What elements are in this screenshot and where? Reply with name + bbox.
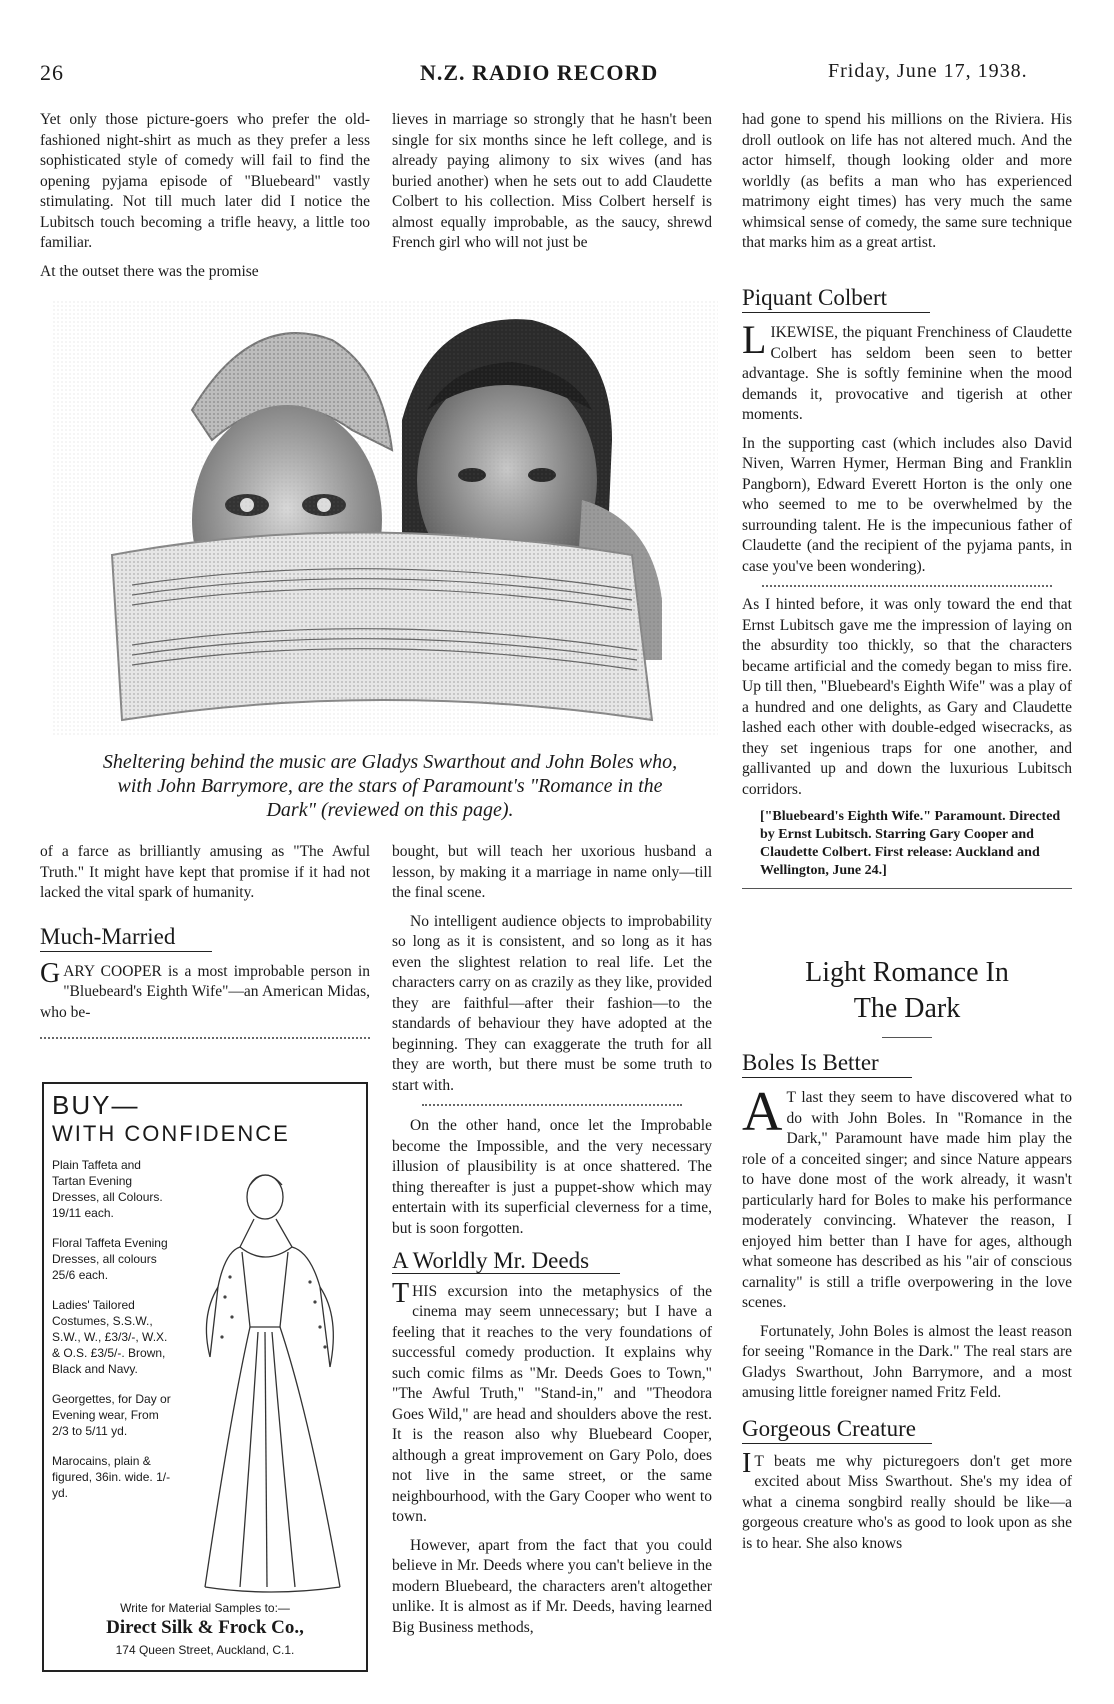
paragraph: In the supporting cast (which includes also David Niven, Warren Hymer, Herman Bing and Franklin Pangborn), Edward Everett Horton is the only one who seemed to me to be overwhelmed by the surrounding talent. He is the impecunious father of Claudette (and the recipient of the pyjama pants, in case you've been wondering). [742, 434, 1072, 575]
photo-illustration [52, 300, 718, 736]
paragraph: of a farce as brilliantly amusing as "The Awful Truth." It might have kept that promise if it had not lacked the vital spark of humanity. [40, 843, 370, 901]
romance-review [742, 955, 1072, 1562]
paragraph: Fortunately, John Boles is almost the least reason for seeing "Romance in the Dark." The real stars are Gladys Swarthout, John Barrymore, and a most amusing little foreigner named Fritz Feld. [742, 1322, 1072, 1401]
ad-address: 174 Queen Street, Auckland, C.1. [115, 1643, 295, 1657]
col1-top-text [40, 110, 370, 290]
film-credits: ["Bluebeard's Eighth Wife." Paramount. Directed by Ernst Lubitsch. Starring Gary Cooper and Claudette Colbert. First release: Auckland and Wellington, June 24.] [760, 809, 1061, 878]
ad-title-line2: WITH CONFIDENCE [52, 1121, 290, 1146]
divider [40, 1037, 370, 1039]
paragraph: had gone to spend his millions on the Riviera. His droll outlook on life has not altered much. And the actor himself, though looking older and more worldly (as befits a man who has experienced matrimony eight times) has very much the same whimsical sense of comedy, the same sure technique that marks him as a great artist. [742, 111, 1072, 251]
ad-item: Marocains, plain & figured, 36in. wide. 1/- yd. [52, 1454, 171, 1500]
publication-title: N.Z. RADIO RECORD [420, 60, 659, 85]
divider [742, 888, 1072, 889]
photograph [52, 300, 718, 736]
piquant-section [742, 285, 1072, 889]
page-number: 26 [40, 60, 64, 85]
section-heading: Piquant Colbert [742, 285, 930, 313]
ad-title-line1: BUY— [52, 1090, 140, 1120]
article-title-line2: The Dark [853, 993, 961, 1024]
photo-caption: Sheltering behind the music are Gladys Swarthout and John Boles who, with John Barrymore, are the stars of Paramount's "Romance in the Dark" (reviewed on this page). [102, 751, 678, 821]
divider [422, 1104, 682, 1106]
issue-date: Friday, June 17, 1938. [828, 60, 1028, 82]
col1-mid [40, 842, 370, 1039]
paragraph: At the outset there was the promise [40, 262, 259, 280]
ad-items [52, 1157, 172, 1501]
col3-top-text [742, 110, 1072, 262]
col2-mid [392, 842, 712, 1646]
drop-cap: I [742, 1447, 752, 1479]
paragraph: HIS excursion into the metaphysics of the cinema may seem unnecessary; but I have a feeling that it reaches to the very foundations of successful comedy production. It explains why such comic films as "Mr. Deeds Goes to Town," "The Awful Truth," "Stand-in," and "Theodora Goes Wild," are head and shoulders above the rest. It is the reason also why Bluebeard Cooper, although a great improvement on Gary Polo, does not live in the same street, or the same neighbourhood, with the Gary Cooper who went to town. [392, 1282, 712, 1525]
drop-cap: G [40, 957, 61, 989]
paragraph: On the other hand, once let the Improbable become the Impossible, and the very necessary illusion of plausibility is at once shattered. The thing thereafter is just a puppet-show which may entertain with its superficial cleverness for a time, but is soon forgotten. [392, 1117, 712, 1237]
drop-cap: A [742, 1081, 783, 1143]
divider [882, 1037, 932, 1038]
paragraph: No intelligent audience objects to improbability so long as it is consistent, and so long as it has even the slightest relation to real life. Let the characters carry on as crazily as they like, provided they are faithful—after their fashion—to the standards of behaviour they have adopted at the beginning. They can exaggerate the truth for all they are worth, but there must be some truth to start with. [392, 912, 712, 1094]
dress-illustration [170, 1157, 360, 1597]
section-heading: A Worldly Mr. Deeds [392, 1251, 620, 1274]
ad-company-name: Direct Silk & Frock Co., [106, 1617, 304, 1638]
ad-footer-line1: Write for Material Samples to:— [120, 1601, 290, 1615]
advertisement [42, 1082, 368, 1672]
drop-cap: T [392, 1277, 410, 1309]
divider [762, 585, 1052, 587]
paragraph: As I hinted before, it was only toward the end that Ernst Lubitsch gave me the impression of laying on the absurdity too thickly, so that the characters became artificial and the comedy began to miss fire. Up till then, "Bluebeard's Eighth Wife" was a play of a hundred and one delights, as Gary and Claudette lashed each other with double-edged wisecracks, as they set ingenious traps for one another, and gallivanted up and down the luxurious Lubitsch corridors. [742, 596, 1072, 798]
paragraph: bought, but will teach her uxorious husband a lesson, by making it a marriage in name only—till the final scene. [392, 843, 712, 901]
paragraph: ARY COOPER is a most improbable person in "Bluebeard's Eighth Wife"—an American Midas, who be- [40, 962, 370, 1021]
ad-item: Georgettes, for Day or Evening wear, From 2/3 to 5/11 yd. [52, 1392, 171, 1438]
section-heading: Boles Is Better [742, 1050, 912, 1078]
drop-cap: L [742, 317, 767, 362]
paragraph: IKEWISE, the piquant Frenchiness of Claudette Colbert has seldom been seen to better advantage. She is softly feminine when the mood demands it, provocative and tigerish at other moments. [742, 324, 1072, 423]
section-heading: Gorgeous Creature [742, 1416, 932, 1444]
paragraph: lieves in marriage so strongly that he hasn't been single for six months since he left college, and is already paying alimony to six wives (and has buried another) when he sets out to add Claudette Colbert to his collection. Miss Colbert herself is almost equally improbable, as the saucy, shrewd French girl who will not just be [392, 111, 712, 251]
paragraph: Yet only those picture-goers who prefer the old-fashioned night-shirt as much as they prefer a less sophisticated style of comedy will fail to find the opening pyjama episode of "Bluebeard" vastly stimulating. Not till much later did I notice the Lubitsch touch becoming a trifle heavy, a little too familiar. [40, 111, 370, 251]
col2-top-text [392, 110, 712, 262]
paragraph: T beats me why picturegoers don't get more excited about Miss Swarthout. She's my idea of what a cinema songbird really should be like—a gorgeous creature who's as good to look upon as she is to hear. She also knows [742, 1452, 1072, 1552]
section-heading: Much-Married [40, 924, 212, 952]
paragraph: T last they seem to have discovered what to do with John Boles. In "Romance in the Dark," Paramount have made him play the role of a conceited singer; and since Nature appears to have done most of the work already, it wasn't particularly hard for Boles to make his performance moderately convincing. Whatever the reason, I enjoyed him better than I have for ages, although what someone has described as his "air of conscious carnality" is still a trifle overpowering in the love scenes. [742, 1089, 1072, 1311]
ad-item: Plain Taffeta and Tartan Evening Dresses, all Colours. 19/11 each. [52, 1158, 163, 1220]
article-title [742, 955, 1072, 1027]
ad-item: Ladies' Tailored Costumes, S.S.W., S.W., W., £3/3/-, W.X. & O.S. £3/5/-. Brown, Black and Navy. [52, 1298, 168, 1376]
ad-item: Floral Taffeta Evening Dresses, all colours 25/6 each. [52, 1236, 168, 1282]
paragraph: However, apart from the fact that you could believe in Mr. Deeds where you can't believe in the modern Bluebeard, the characters aren't altogether unlike. It is almost as if Mr. Deeds, having learned Big Business methods, [392, 1536, 712, 1636]
article-title-line1: Light Romance In [805, 957, 1009, 988]
